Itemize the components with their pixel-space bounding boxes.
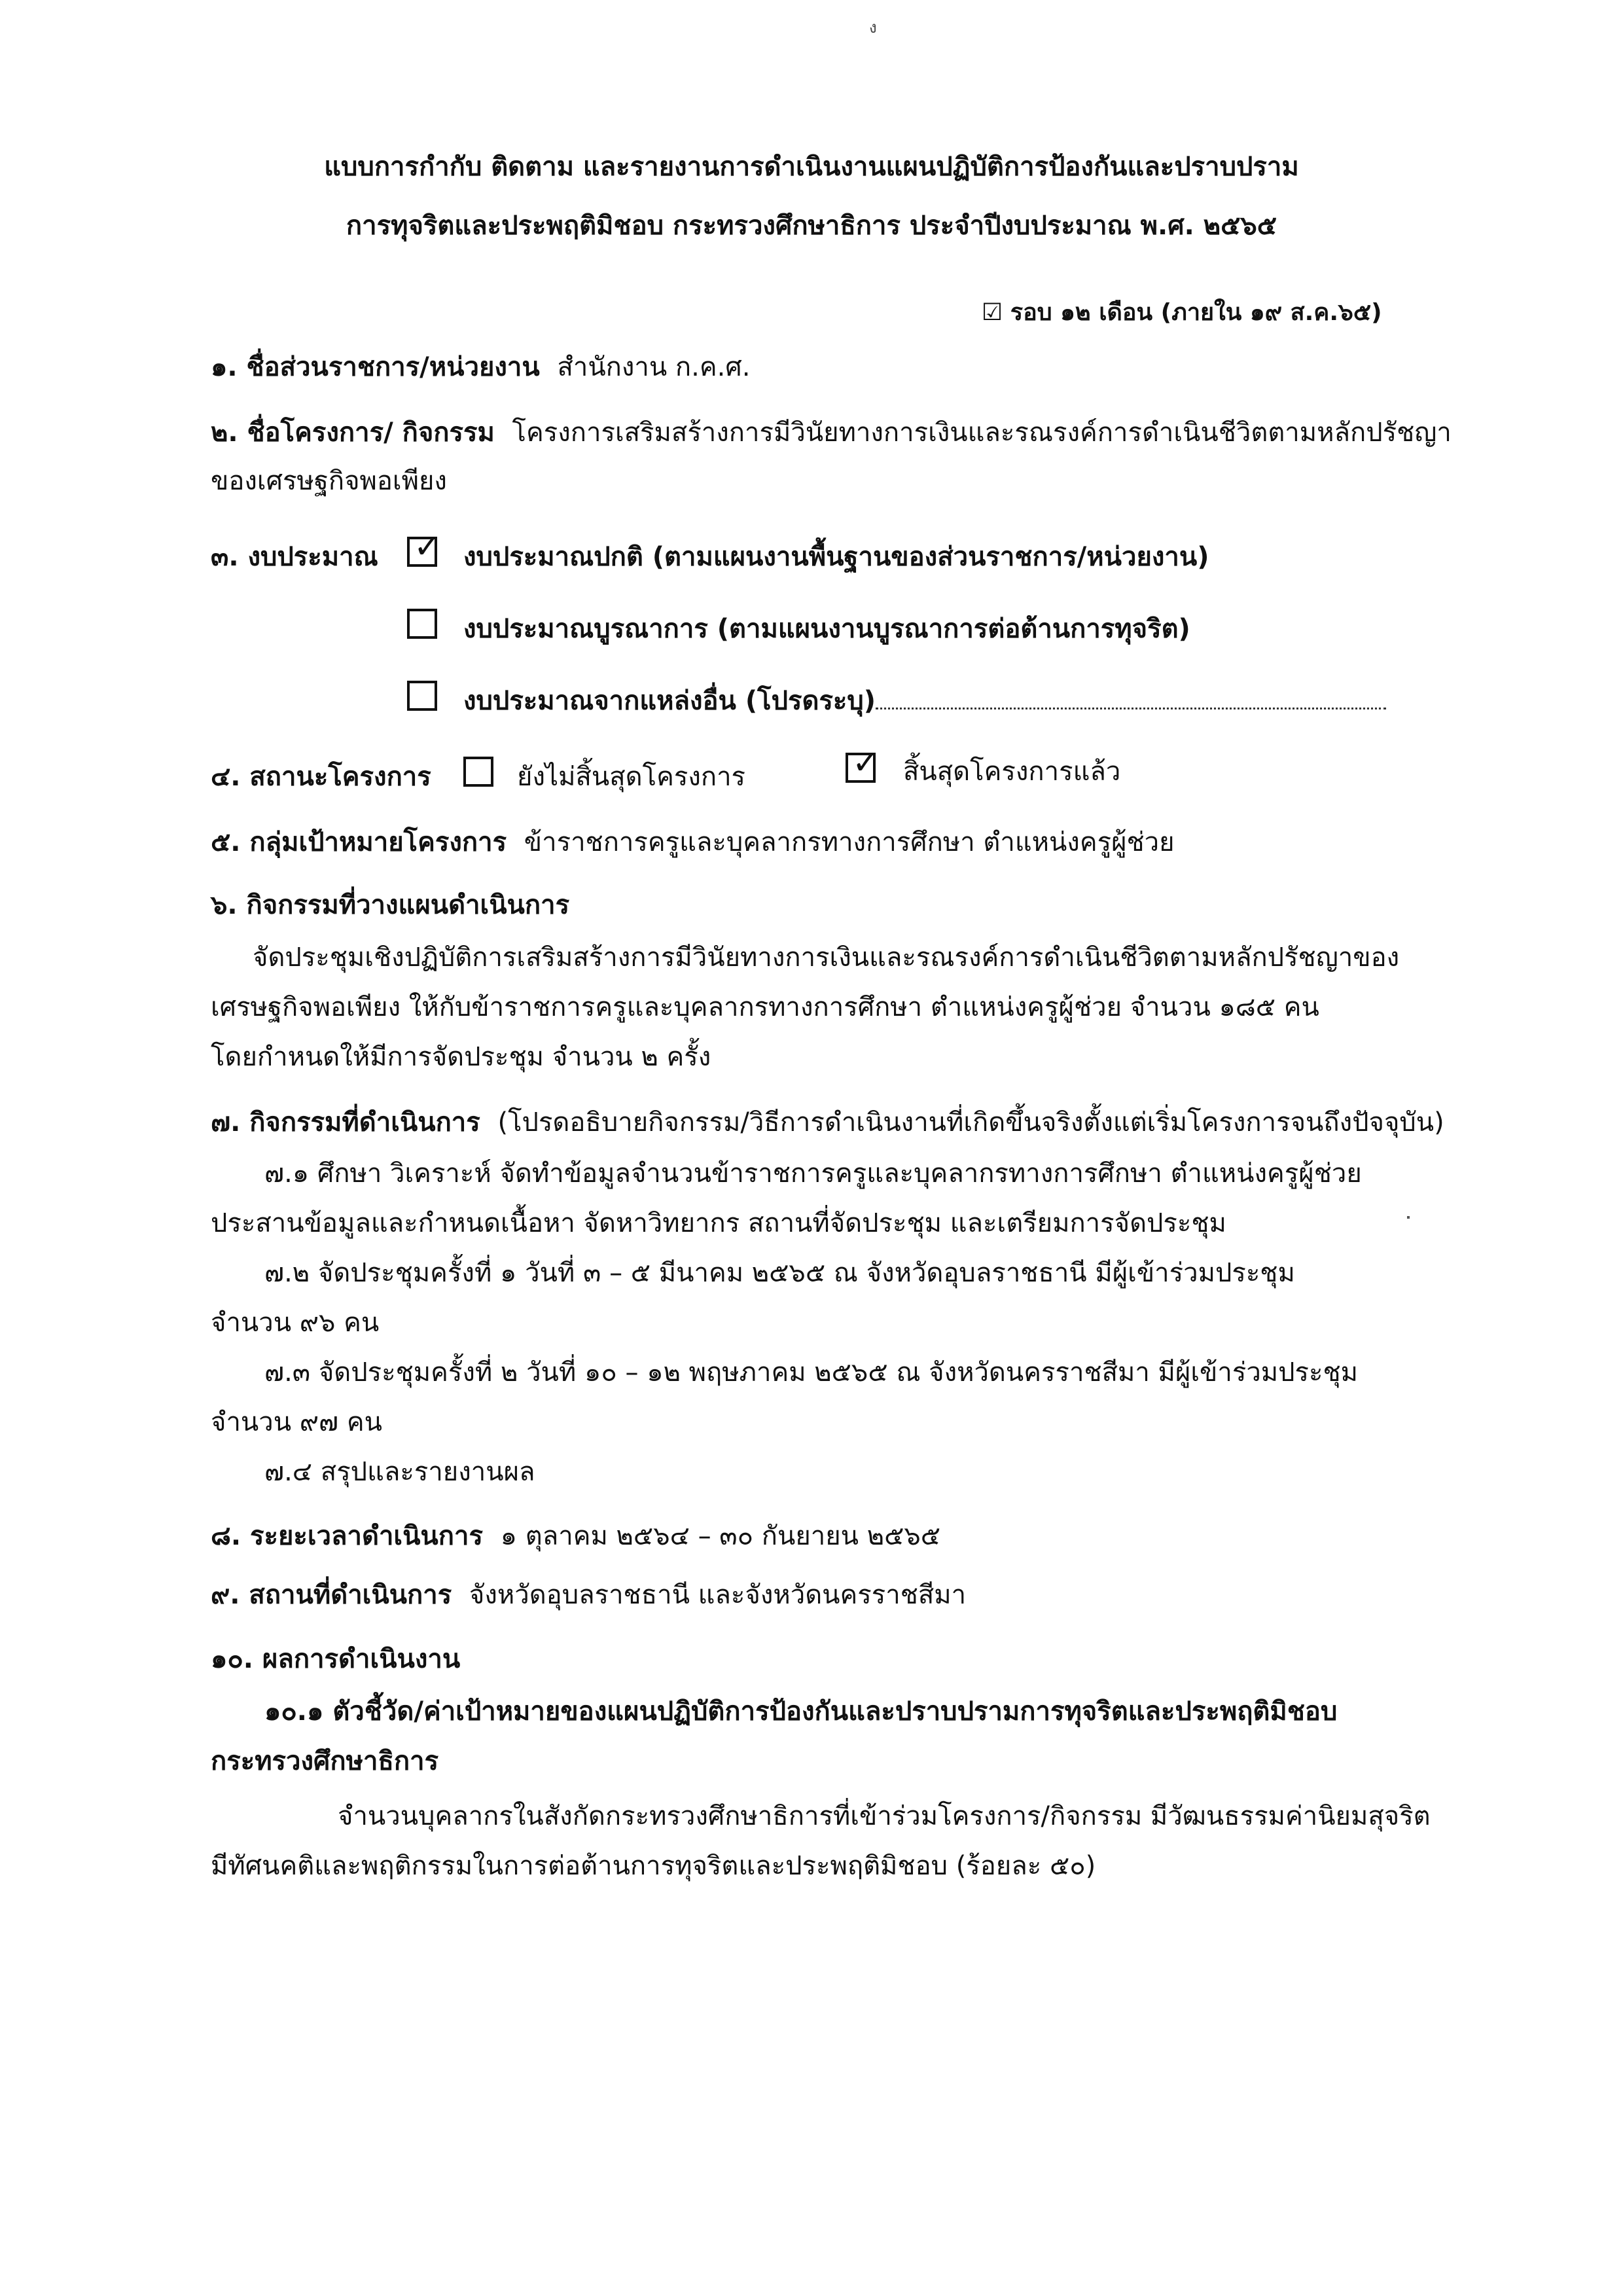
item-7-label: ๗. กิจกรรมที่ดำเนินการ — [211, 1107, 480, 1138]
status-ongoing-label: ยังไม่สิ้นสุดโครงการ — [517, 762, 746, 792]
budget-other-row — [463, 679, 1386, 721]
scan-speck — [1407, 1216, 1410, 1219]
round-indicator — [982, 293, 1382, 331]
item-10-body-line-2: มีทัศนคติและพฤติกรรมในการต่อต้านการทุจริตและประพฤติมิชอบ (ร้อยละ ๕๐) — [211, 1851, 1096, 1881]
item-10-1-line-2: กระทรวงศึกษาธิการ — [211, 1746, 439, 1776]
item-6-line-2: เศรษฐกิจพอเพียง ให้กับข้าราชการครูและบุคลากรทางการศึกษา ตำแหน่งครูผู้ช่วย จำนวน ๑๘๕ คน — [211, 992, 1319, 1022]
item-9-label: ๙. สถานที่ดำเนินการ — [211, 1580, 452, 1610]
budget-integrated-checkbox[interactable] — [407, 609, 437, 639]
item-8-value: ๑ ตุลาคม ๒๕๖๔ – ๓๐ กันยายน ๒๕๖๕ — [500, 1521, 941, 1551]
item-3-label: ๓. งบประมาณ — [211, 542, 378, 572]
item-7-line-1: ๗.๑ ศึกษา วิเคราะห์ จัดทำข้อมูลจำนวนข้าราชการครูและบุคลากรทางการศึกษา ตำแหน่งครูผู้ช่วย — [264, 1158, 1362, 1189]
budget-regular-checkbox[interactable] — [407, 528, 441, 567]
item-1 — [211, 346, 750, 387]
checkbox-checked-icon: ☑ — [982, 299, 1003, 326]
budget-other-label: งบประมาณจากแหล่งอื่น (โปรดระบุ) — [463, 686, 876, 716]
item-7-line-2: ประสานข้อมูลและกำหนดเนื้อหา จัดหาวิทยากร สถานที่จัดประชุม และเตรียมการจัดประชุม — [211, 1208, 1226, 1238]
item-7-line-5: ๗.๓ จัดประชุมครั้งที่ ๒ วันที่ ๑๐ – ๑๒ พฤษภาคม ๒๕๖๕ ณ จังหวัดนครราชสีมา มีผู้เข้าร่วมประชุม — [264, 1357, 1359, 1388]
budget-integrated-label: งบประมาณบูรณาการ (ตามแผนงานบูรณาการต่อต้านการทุจริต) — [463, 614, 1190, 644]
status-completed-checkbox[interactable] — [846, 744, 880, 783]
item-9 — [211, 1573, 966, 1615]
item-7-line-7: ๗.๔ สรุปและรายงานผล — [264, 1457, 535, 1487]
item-2 — [211, 411, 1452, 453]
item-10-label: ๑๐. ผลการดำเนินงาน — [211, 1644, 461, 1674]
item-7-line-6: จำนวน ๙๗ คน — [211, 1407, 382, 1437]
item-5 — [211, 821, 1175, 863]
fill-in-dotted-line[interactable] — [876, 688, 1386, 709]
title-line-1: แบบการกำกับ ติดตาม และรายงานการดำเนินงานแผนปฏิบัติการป้องกันและปราบปราม — [324, 152, 1299, 182]
item-5-value: ข้าราชการครูและบุคลากรทางการศึกษา ตำแหน่งครูผู้ช่วย — [524, 827, 1175, 857]
item-6-line-1: จัดประชุมเชิงปฏิบัติการเสริมสร้างการมีวินัยทางการเงินและรณรงค์การดำเนินชีวิตตามหลักปรัชญาของ — [253, 942, 1400, 973]
status-completed-label: สิ้นสุดโครงการแล้ว — [903, 757, 1121, 787]
header-mark: ง — [869, 18, 877, 37]
item-5-label: ๕. กลุ่มเป้าหมายโครงการ — [211, 827, 507, 857]
title-line-2: การทุจริตและประพฤติมิชอบ กระทรวงศึกษาธิการ ประจำปีงบประมาณ พ.ศ. ๒๕๖๕ — [346, 211, 1277, 241]
item-4-label: ๔. สถานะโครงการ — [211, 762, 431, 792]
item-7-line-3: ๗.๒ จัดประชุมครั้งที่ ๑ วันที่ ๓ – ๕ มีนาคม ๒๕๖๕ ณ จังหวัดอุบลราชธานี มีผู้เข้าร่วมประชุม — [264, 1258, 1295, 1288]
item-7 — [211, 1101, 1444, 1143]
item-9-value: จังหวัดอุบลราชธานี และจังหวัดนครราชสีมา — [469, 1580, 967, 1610]
item-1-value: สำนักงาน ก.ค.ศ. — [557, 352, 751, 382]
item-10-body-line-1: จำนวนบุคลากรในสังกัดกระทรวงศึกษาธิการที่เข้าร่วมโครงการ/กิจกรรม มีวัฒนธรรมค่านิยมสุจริต — [338, 1801, 1431, 1831]
item-2-label: ๒. ชื่อโครงการ/ กิจกรรม — [211, 418, 495, 448]
check-mark-icon: ✓ — [414, 528, 441, 565]
item-7-line-4: จำนวน ๙๖ คน — [211, 1308, 380, 1338]
budget-other-checkbox[interactable] — [407, 681, 437, 711]
item-6-line-3: โดยกำหนดให้มีการจัดประชุม จำนวน ๒ ครั้ง — [211, 1042, 711, 1072]
item-1-label: ๑. ชื่อส่วนราชการ/หน่วยงาน — [211, 352, 540, 382]
item-10-1-line-1: ๑๐.๑ ตัวชี้วัด/ค่าเป้าหมายของแผนปฏิบัติการป้องกันและปราบปรามการทุจริตและประพฤติมิชอบ — [264, 1696, 1338, 1727]
item-6-label: ๖. กิจกรรมที่วางแผนดำเนินการ — [211, 890, 570, 920]
item-8-label: ๘. ระยะเวลาดำเนินการ — [211, 1521, 483, 1551]
check-mark-icon: ✓ — [852, 744, 880, 781]
item-2-value-line-1: โครงการเสริมสร้างการมีวินัยทางการเงินและรณรงค์การดำเนินชีวิตตามหลักปรัชญา — [512, 418, 1452, 448]
item-8 — [211, 1515, 940, 1556]
item-7-note: (โปรดอธิบายกิจกรรม/วิธีการดำเนินงานที่เกิดขึ้นจริงตั้งแต่เริ่มโครงการจนถึงปัจจุบัน) — [497, 1107, 1444, 1138]
status-ongoing-checkbox[interactable] — [463, 757, 493, 787]
budget-regular-label: งบประมาณปกติ (ตามแผนงานพื้นฐานของส่วนราชการ/หน่วยงาน) — [463, 542, 1209, 572]
item-2-value-line-2: ของเศรษฐกิจพอเพียง — [211, 466, 447, 496]
round-text: รอบ ๑๒ เดือน (ภายใน ๑๙ ส.ค.๖๕) — [1010, 299, 1382, 326]
